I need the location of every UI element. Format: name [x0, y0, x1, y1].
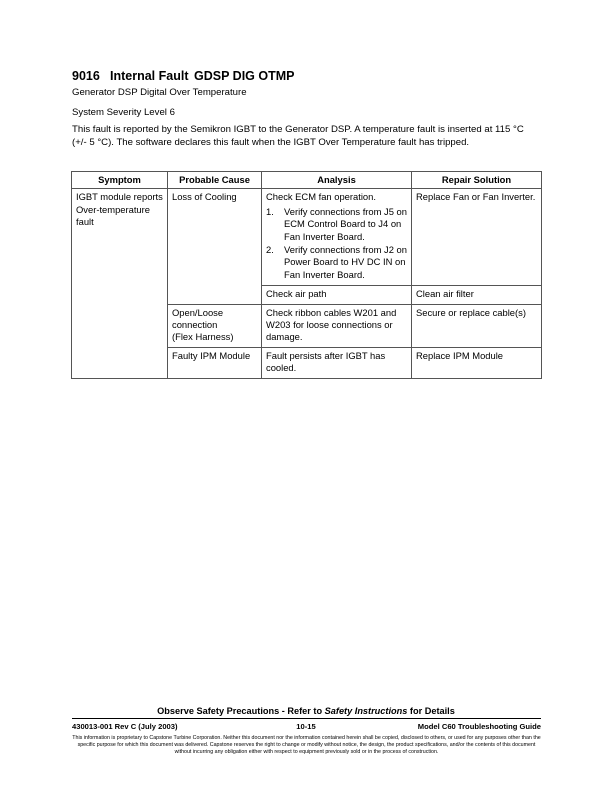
page-number: 10-15 [296, 722, 316, 731]
table-header-row [72, 172, 542, 189]
analysis-cell: Check ribbon cables W201 and W203 for loose connections or damage. [262, 304, 412, 347]
safety-notice: Observe Safety Precautions - Refer to Safety Instructions for Details [157, 706, 455, 716]
page-title [72, 69, 294, 83]
guide-title: Model C60 Troubleshooting Guide [417, 722, 541, 731]
cause-cell: Faulty IPM Module [168, 347, 262, 378]
analysis-cell: Fault persists after IGBT has cooled. [262, 347, 412, 378]
header-analysis: Analysis [262, 172, 412, 189]
fault-code: 9016 [72, 69, 100, 83]
document-number: 430013-001 Rev C (July 2003) [72, 722, 178, 731]
safety-instructions-reference: Safety Instructions [324, 706, 408, 716]
analysis-intro: Check ECM fan operation. [266, 191, 376, 203]
cause-cell: Open/Loose connection (Flex Harness) [168, 304, 262, 347]
solution-cell: Secure or replace cable(s) [412, 304, 542, 347]
cause-cell: Loss of Cooling [168, 189, 262, 304]
fault-description: Generator DSP Digital Over Temperature [72, 87, 247, 98]
table-row [72, 189, 542, 286]
solution-cell: Replace IPM Module [412, 347, 542, 378]
solution-cell: Clean air filter [412, 286, 542, 304]
header-repair-solution: Repair Solution [412, 172, 542, 189]
header-symptom: Symptom [72, 172, 168, 189]
analysis-cell: Check air path [262, 286, 412, 304]
fault-mnemonic: GDSP DIG OTMP [194, 69, 295, 83]
symptom-cell: IGBT module reports Over-temperature fault [72, 189, 168, 378]
fault-intro-paragraph: This fault is reported by the Semikron IGBT to the Generator DSP. A temperature fault is inserted at 115 °C (+/- 5 °C). The software declares this fault when the IGBT Over Temperature fault has tripped. [72, 124, 524, 148]
footer-divider [72, 718, 541, 719]
solution-cell: Replace Fan or Fan Inverter. [412, 189, 542, 286]
troubleshooting-table [71, 171, 542, 379]
proprietary-disclaimer: This information is proprietary to Capstone Turbine Corporation. Neither this document nor the information contained herein shall be copied, disclosed to others, or used for any purposes other than the specific purpose for which this document was delivered. Capstone reserves the right to change or modify without notice, the design, the product specifications, and/or the contents of this document without incurring any obligation either with respect to equipment previously sold or in the process of construction. [72, 735, 541, 755]
analysis-cell [262, 189, 412, 286]
severity-level: System Severity Level 6 [72, 107, 175, 118]
analysis-steps [266, 206, 407, 281]
list-item: 1. Verify connections from J5 on ECM Control Board to J4 on Fan Inverter Board. [266, 205, 407, 242]
list-item: 2. Verify connections from J2 on Power Board to HV DC IN on Fan Inverter Board. [266, 244, 407, 280]
header-probable-cause: Probable Cause [168, 172, 262, 189]
fault-name: Internal Fault [110, 69, 189, 83]
